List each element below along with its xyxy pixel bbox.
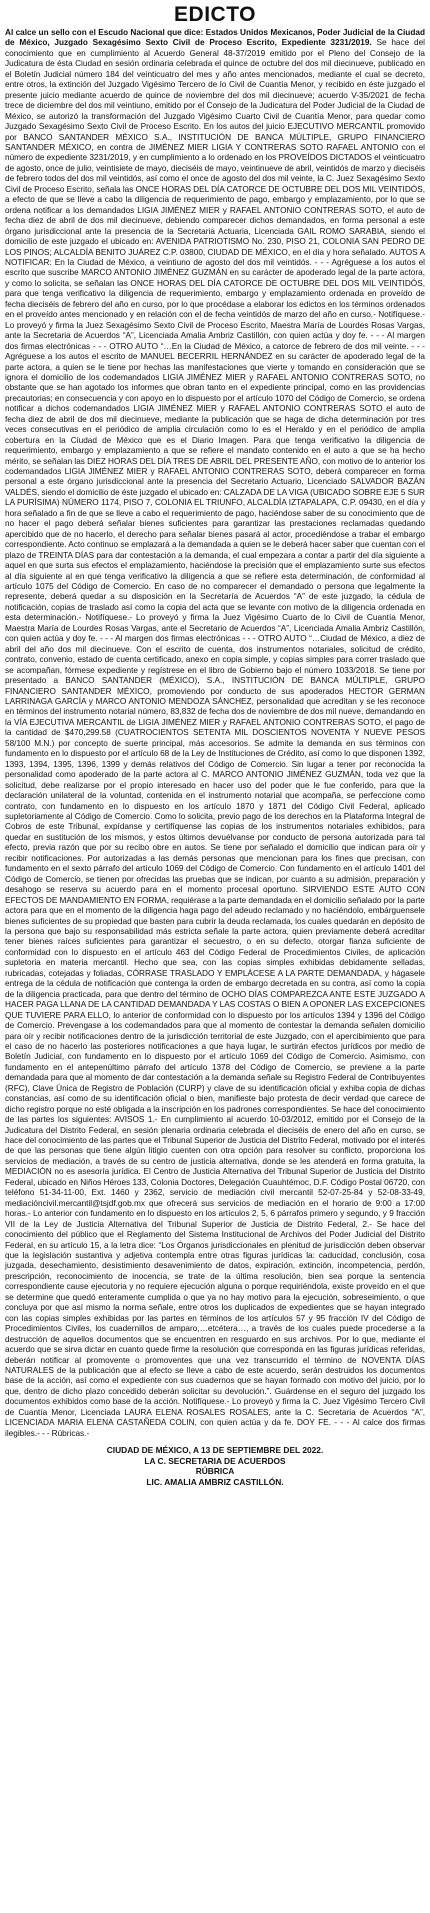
edict-body-text: Se hace del conocimiento que en cumplimiento al Acuerdo General 48-37/2019 emitido por el Pleno del Consejo de la Judicatura de ésta Ciudad en sesión ordinaria celebrada el quince de octubre del dos mil diecinueve, publicado en el Boletín Judicial número 184 del veinticuatro del mes y año antes mencionados, mediante el cual se decreto, entre otros, la extinción del Juzgado Vigésimo Tercero de lo Civil de Cuantía Menor, y recibido en éste juzgado el presente juicio mediante acuerdo de quince de noviembre del dos mil diecinueve; acuerdo V-35/2021 de fecha trece de diciembre del dos mil veintiuno, emitido por el Consejo de la Judicatura del Poder Judicial de la Ciudad de México, se autorizó la transformación del Juzgado Vigésimo Cuarto Civil de Cuantía Menor, para quedar como Juzgado Sexagésimo Sexto Civil de Proceso Escrito. En los autos del juicio EJECUTIVO MERCANTIL promovido por BANCO SANTANDER MÉXICO S.A., INSTITUCIÓN DE BANCA MÚLTIPLE, GRUPO FINANCIERO SANTANDER MÉXICO, en contra de JIMÉNEZ MIER LIGIA Y CONTRERAS SOTO RAFAEL ANTONIO con el número de expediente 3231/2019, y en cumplimiento a lo ordenado en los PROVEÍDOS DICTADOS el veinticuatro de agosto, once de julio, veintisiete de mayo, dieciséis de mayo, veintinueve de abril, veintidós de marzo y dieciséis de febrero todos del dos mil veintidós, así como el once de agosto del dos mil veinte, la C. Juez Sexagésimo Sexto Civil de Proceso Escrito, señala las ONCE HORAS DEL DÍA CATORCE DE OCTUBRE DEL DOS MIL VEINTIDÓS, a efecto de que se lleve a cabo la diligencia de requerimiento de pago, embargo y emplazamiento, por lo que se ordena notificar a los demandados LIGIA JIMÉNEZ MIER y RAFAEL ANTONIO CONTRERAS SOTO, el auto de fecha diez de abril de dos mil diecinueve, debiendo comparecer dichos demandados, en forma personal a este órgano jurisdiccional ante la presencia de la Secretaria Actuaria, Licenciada GAIL ROMO SARABIA, siendo el domicilio de este juzgado el ubicado en: AVENIDA PATRIOTISMO No. 230, PISO 21, COLONIA SAN PEDRO DE LOS PINOS; ALCALDÍA BENITO JUÁREZ C.P. 03800, CIUDAD DE MÉXICO, en el día y hora señalado. AUTOS A NOTIFICAR: En la Ciudad de México, a veintiuno de agosto del dos mil veintidós. - - - Agréguese a los autos el escrito que suscribe MARCO ANTONIO JIMÉNEZ GUZMÁN en su carácter de apoderado legal de la parte actora, y como lo solicita, se señalan las ONCE HORAS DEL DÍA CATORCE DE OCTUBRE DEL DOS MIL VEINTIDÓS, para que tenga verificativo la diligencia de requerimiento, embargo y emplazamiento ordenada en proveído de fecha dieciséis de febrero del año en curso, por lo que procédase a elaborar los edictos en los términos ordenados en el proveído antes mencionado y en relación con el de fecha veintidós de marzo del año en curso.- Notifíquese.- Lo proveyó y firma la Juez Sexagésimo Sexto Civil de Proceso Escrito, Maestra María de Lourdes Rosas Vargas, ante la Secretaria de Acuerdos “A”, Licenciada Amalia Ambriz Castillón, con quien actúa y doy fe. - - - Al margen dos firmas electrónicas - - - OTRO AUTO “…En la Ciudad de México, a catorce de febrero de dos mil veinte. - - - Agréguese a los autos el escrito de MANUEL BECERRIL HERNÁNDEZ en su carácter de apoderado legal de la parte actora, a quien se le tiene por hechas las manifestaciones que vierte y tomando en consideración que se ignora el domicilio de los codemandados LIGIA JIMÉNEZ MIER y RAFAEL ANTONIO CONTRERAS SOTO, no obstante que se han agotado los informes que obran tanto en el expediente principal, como en las providencias precautorias; en consecuencia y con apoyo en lo dispuesto por el artículo 1070 del Código de Comercio, se ordena notificar a dichos codemandados LIGIA JIMÉNEZ MIER y RAFAEL ANTONIO CONTRERAS SOTO el auto de fecha diez de abril de dos mil diecinueve, mediante la publicación que se haga de dicha determinación por tres veces consecutivas en el periódico de amplia circulación como lo es el Heraldo y en el periódico de amplia cobertura en la Ciudad de México que es el Diario Imagen. Para que tenga verificativo la diligencia de requerimiento, embargo y emplazamiento a que se refiere el mandato contenido en el auto a que se ha hecho mérito, se señalan las DIEZ HORAS DEL DÍA TRES DE ABRIL DEL PRESENTE AÑO, con motivo de lo anterior los codemandados LIGIA JIMÉNEZ MIER y RAFAEL ANTONIO CONTRERAS SOTO, deberá comparecer en forma personal a este órgano jurisdiccional ante la presencia del Secretario Actuario, Licenciado SALVADOR BAZÁN VALDÉS, siendo el domicilio de éste juzgado el ubicado en: CALZADA DE LA VIGA (UBICADO SOBRE EJE 5 SUR LA PURÍSIMA) NÚMERO 1174, PISO 7, COLONIA EL TRIUNFO, ALCALDÍA IZTAPALAPA, C.P. 09430, en el día y hora señalado a fin de que se lleve a cabo el requerimiento de pago, haciéndose saber de su conocimiento que de no hacer el pago deberá señalar bienes suficientes para garantizar las prestaciones reclamadas quedando apercibido que de no hacerlo, el derecho para señalar bienes pasará al actor, procediéndose a trabar el embargo correspondiente. Acto continuo se emplazará a la demandada a quien se le deberá hacer saber que cuentan con el plazo de TREINTA DÍAS para dar contestación a la demanda, el cual empezara a contar a partir del día siguiente a aquel en que surta sus efectos el emplazamiento, haciéndose la precisión que el emplazamiento surte sus efectos al día siguiente al en que tenga verificativo la diligencia a que se refiere esta determinación, de conformidad al artículo 1075 del Código de Comercio. En caso de no comparecer el demandado o persona que legalmente la represente, deberá quedar a su disposición en la Secretaría de Acuerdos “A” de este juzgado, la cédula de notificación, copias de traslado así como la copia del acta que se levante con motivo de la diligencia ordenada en esta determinación.- Notifíquese.- Lo proveyó y firma la Juez Vigésimo Cuarto de lo Civil de Cuantía Menor, Maestra María de Lourdes Rosas Vargas, ante el Secretario de Acuerdos “A”, Licenciada Amalia Ambriz Castillón, con quien actúa y doy fe. - - - Al margen dos firmas electrónicas - - - OTRO AUTO “…Ciudad de México, a diez de abril del año dos mil diecinueve. Con el escrito de cuenta, dos instrumentos notariales, solicitud de crédito, contrato, convenio, estado de cuenta certificado, anexo en copia simple, y copias simples para correr traslado que se acompañan, fórmese expediente y regístrese en el libro de Gobierno bajo el número 1033/2018. Se tiene por presentado a BANCO SANTANDER (MÉXICO), S.A., INSTITUCIÓN DE BANCA MÚLTIPLE, GRUPO FINANCIERO SANTANDER MÉXICO, promoviendo por conducto de sus apoderados HECTOR GERMAN LARRINAGA GARCÍA y MARCO ANTONIO MENDOZA SÁNCHEZ, personalidad que acreditan y se les reconoce en términos del instrumento notarial número, 83,832 de fecha dos de noviembre de dos mil nueve, demandando en la VÍA EJECUTIVA MERCANTIL de LIGIA JIMÉNEZ MIER y RAFAEL ANTONIO CONTRERAS SOTO, el pago de la cantidad de $470,299.58 (CUATROCIENTOS SETENTA MIL DOSCIENTOS NOVENTA Y NUEVE PESOS 58/100 M.N.) por concepto de suerte principal, más accesorios. Se admite la demanda en sus términos con fundamento en lo dispuesto por el artículo 68 de la Ley de Instituciones de Crédito, así como lo que disponen 1392, 1393, 1394, 1395, 1396, 1399 y demás relativos del Código de Comercio. Sin lugar a tener por reconocida la personalidad como apoderado de la parte actora al C. MARCO ANTONIO JIMÉNEZ GUZMÁN, toda vez que la solicitud, debe realizarse por el propio interesado en hacer uso del poder que le fue conferido, para que la declaración unilateral de la voluntad, contenida en el instrumento notarial que acompaña, se perfeccione como contrato, con fundamento en lo dispuesto en los artículo 1870 y 1871 del Código Civil Federal, aplicado supletoriamente al Código de Comercio. Como lo solicita, previo pago de los derechos en la Plataforma Integral de Cobros de este Tribunal, expídanse y certifíquense las copias de los instrumentos notariales exhibidos, para quedar en sustitución de los mismos, y estos últimos devuélvanse por conducto de persona autorizada para tal efecto, previa razón que por su recibo obre en autos. Se tiene por señalado el domicilio que indican para oír y recibir notificaciones. Por autorizadas a las demás personas que mencionan para los fines que precisan, con fundamento en el sexto párrafo del artículo 1069 del Código de Comercio. Con fundamento en el artículo 1401 del Código de Comercio, se tienen por ofrecidas las pruebas que se indican, por cuanto a su admisión, preparación y desahogo se reserva su acuerdo para en el momento procesal oportuno. SIRVIENDO ESTE AUTO CON EFECTOS DE MANDAMIENTO EN FORMA, requiérase a la parte demandada en el domicilio señalado por la parte actora para que en el momento de la diligencia haga pago del adeudo reclamado y no haciéndolo, embárguensele bienes suficientes de su propiedad que basten para cubrir la deuda reclamada, los cuales quedarán en depósito de la persona que bajo su responsabilidad más estricta señale la parte actora, quien previamente deberá acreditar tener bienes raíces suficientes para garantizar el secuestro, o en su defecto, otorgar fianza suficiente de conformidad con lo dispuesto en el artículo 463 del Código Federal de Procedimientos Civiles, de aplicación supletoria en materia mercantil. Hecho que sea, con las copias simples exhibidas debidamente selladas, rubricadas, cotejadas y foliadas, CÓRRASE TRASLADO Y EMPLÁCESE A LA PARTE DEMANDADA, y hágasele entrega de la cédula de notificación que contenga la orden de embargo decretada en su contra, así como la copia de la diligencia practicada, para que dentro del término de OCHO DÍAS COMPAREZCA ANTE ESTE JUZGADO A HACER PAGA LLANA DE LA CANTIDAD DEMANDADA Y LAS COSTAS O BIEN A OPONER LAS EXCEPCIONES QUE TUVIERE PARA ELLO, lo anterior de conformidad con lo dispuesto por los artículos 1394 y 1396 del Código de Comercio. Prevengase a los codemandados para que al momento de contestar la demanda señalen domicilio para oír y recibir notificaciones dentro de la jurisdicción territorial de este Juzgado, con el apercibimiento que para el caso de no hacerlo las posteriores notificaciones a que haya lugar, le surtirán efectos jurídicos por medio de Boletín Judicial, con fundamento en lo dispuesto por el artículo 1069 del Código de Comercio. Asimismo, con fundamento en el antepenúltimo párrafo del artículo 1378 del Código de Comercio, se previene a la parte demandada para que al momento de dar contestación a la demanda señale su Registro Federal de Contribuyentes (RFC), Clave Única de Registro de Población (CURP) y clave de su identificación oficial y exhiba copia de dichas constancias, así como de su identificación oficial o bien, manifieste bajo protesta de decir verdad que carece de dicho registro porque no esté obligada a la inscripción en los padrones correspondientes. Se hace del conocimiento de las partes los siguientes: AVISOS 1.- En cumplimiento al acuerdo 10-03/2012, emitido por el Consejo de la Judicatura del Distrito Federal, en sesión plenaria ordinaria celebrada el dieciséis de enero del año en curso, se hace del conocimiento de las partes que el Tribunal Superior de Justicia del Distrito Federal, motivado por el interés de que las personas que tiene algún litigio cuenten con otra opción para resolver su conflicto, proporciona los servicios de mediación, a través de su centro de justicia alternativa, donde se les atenderá en forma gratuita, la MEDIACIÓN no es asesoría jurídica. El Centro de Justicia Alternativa del Tribunal Superior de Justicia del Distrito Federal, ubicado en Niños Héroes 133, Colonia Doctores, Delegación Cuauhtémoc, D.F. Código Postal 06720, con teléfono 51-34-11-00, Ext. 1460 y 2362, servicio de mediación civil mercantil 52-07-25-84 y 52-08-33-49, mediacióncivil.mercantil@tsjdf.gob.mx que ofrecerá sus servicios de mediación en el horario de 9:00 a 17:00 horas.- Lo anterior con fundamento en lo dispuesto en los artículos 2, 5, 6 párrafos primero y segundo, y 9 fracción VII de la Ley de Justicia Alternativa del Tribunal Superior de Justicia de Distrito Federal, 2.- Se hace del conocimiento del público que el Reglamento del Sistema Institucional de Archivos del Poder Judicial del Distrito Federal, en su artículo 15, a la letra dice: “Los Órganos jurisdiccionales en plenitud de jurisdicción deben observar que la legislación sustantiva y adjetiva contempla entre otras figuras jurídicas la: caducidad, conclusión, cosa juzgada, desechamiento, desistimiento desavenimiento de datos, expiración, extinción, incompetencia, perdón, prescripción, reconocimiento de inocencia, se trate de la última resolución, bien sea porque la sentencia correspondiente cause ejecutoria y no requiere ejecución alguna o porque requiriéndola, existe proveído en el que se determine que quedó enteramente cumplida o que ya no hay motivo para la ejecución, sobreseimiento, o que concluya por que así mismo la norma señale, entre otros los duplicados de expedientes que se hayan integrado con las copias simples exhibidas por las partes en términos de los artículos 57 y 95 fracción IV del Código de Procedimientos Civiles, los cuadernillos de amparo,…etcétera…, a través de los cuales puede procederse a la destrucción de aquellos documentos que se encuentren en resguardo en sus archivos. Por lo que, mediante el acuerdo que se sirva dictar en cuanto quede firme la resolución que corresponda en las figuras jurídicas referidas, deberán notificar al promovente o promoventes que una vez transcurrido el término de NOVENTA DÍAS NATURALES de la publicación que al efecto se lleve a cabo de este acuerdo, serán destruidos los documentos base de la acción, así como el expediente con sus cuadernos que se hayan formado con motivo del juicio, por lo que, dentro de dicho plazo concedido deberán solicitar su devolución.”. Guárdense en el seguro del juzgado los documentos exhibidos como base de la acción. Notifíquese.- Lo proveyó y firma la C. Juez Vigésimo Tercero Civil de Cuantía Menor, Licenciada LAURA ELENA ROSALES ROSALES, ante la C. Secretaria de Acuerdos “A”, LICENCIADA MARIA ELENA CASTAÑEDA COLIN, con quien actúa y da fe. DOY FE. - - - Al calce dos firmas ilegibles.- - - Rúbricas.- (5, 38, 425, 1438)
closing-name: LIC. AMALIA AMBRIZ CASTILLÓN. (146, 1476, 284, 1487)
closing-place-date: CIUDAD DE MÉXICO, A 13 DE SEPTIEMBRE DEL 2022. (106, 1445, 324, 1456)
edict-title: EDICTO (174, 3, 256, 26)
edict-closing (5, 1445, 425, 1487)
closing-role: LA C. SECRETARIA DE ACUERDOS (144, 1455, 286, 1466)
closing-signature: RÚBRICA (195, 1466, 235, 1477)
edict-body (5, 28, 425, 1439)
edict-lead: Al calce un sello con el Escudo Nacional que dice: Estados Unidos Mexicanos, Poder Judicial de la Ciudad de México, Juzgado Sexagésimo Sexto Civil de Proceso Escrito, Expediente 3231/2019. (5, 28, 425, 48)
